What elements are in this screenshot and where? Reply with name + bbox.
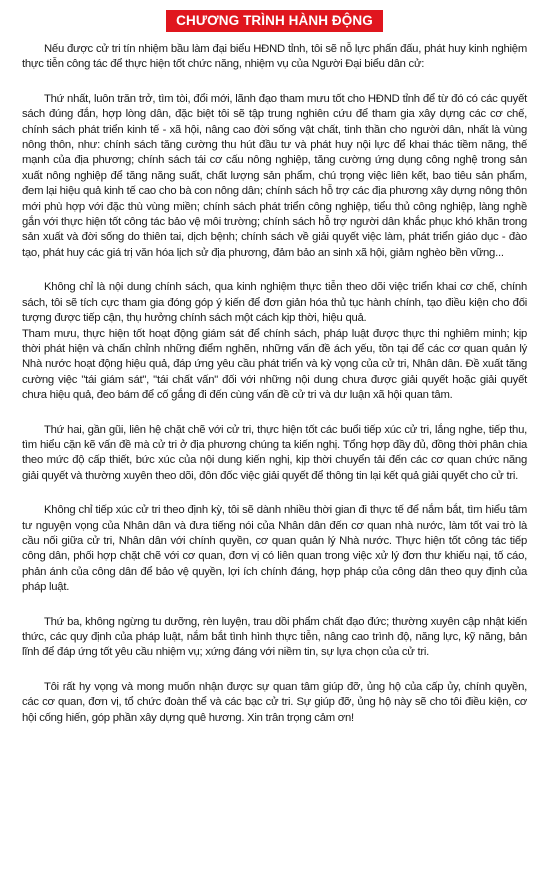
header [22, 10, 527, 32]
paragraph-closing: Tôi rất hy vọng và mong muốn nhận được sự quan tâm giúp đỡ, ủng hộ của cấp ủy, chính quyền, các cơ quan, đơn vị, tổ chức đoàn thể và các bạc cử tri. Sự giúp đỡ, ủng hộ này sẽ cho tôi điều kiện, cơ hội cống hiến, góp phần xây dựng quê hương. Xin trân trọng cảm ơn! [22, 680, 527, 724]
document-body [22, 42, 527, 726]
section-title-banner: CHƯƠNG TRÌNH HÀNH ĐỘNG [166, 10, 383, 32]
paragraph-intro: Nếu được cử tri tín nhiệm bầu làm đại biểu HĐND tỉnh, tôi sẽ nỗ lực phấn đấu, phát huy kinh nghiệm thực tiễn công tác để thực hiện tốt chức năng, nhiệm vụ của Người Đại biểu dân cử: [22, 43, 527, 71]
paragraph-policy-feedback: Không chỉ là nội dung chính sách, qua kinh nghiệm thực tiễn theo dõi việc triển khai cơ chế, chính sách, tôi sẽ tích cực tham gia đóng góp ý kiến để đơn giản hóa thủ tục hành chính, tạo điều kiện cho đối tượng được tiếp cận, thụ hưởng chính sách một cách kịp thời, hiệu quả. [22, 281, 527, 325]
paragraph-citizen-contact: Không chỉ tiếp xúc cử tri theo định kỳ, tôi sẽ dành nhiều thời gian đi thực tế để nắm bắt, tìm hiểu tâm tư nguyện vọng của Nhân dân và đưa tiếng nói của Nhân dân đến cơ quan nhà nước, làm tốt vai trò là cầu nối giữa cử tri, Nhân dân với chính quyền, cơ quan quản lý Nhà nước. Thực hiện tốt công tác tiếp công dân, phối hợp chặt chẽ với cơ quan, đơn vị có liên quan trong việc xử lý đơn thư khiếu nại, tố cáo, phản ánh của công dân để bảo vệ quyền, lợi ích chính đáng, hợp pháp của công dân theo quy định của pháp luật. [22, 504, 527, 594]
paragraph-supervision: Tham mưu, thực hiện tốt hoạt động giám sát để chính sách, pháp luật được thực thi nghiêm minh; kịp thời phát hiện và chấn chỉnh những điểm nghẽn, những vấn đề ách yếu, tồn tại để các cơ quan quản lý Nhà nước hoạt động hiệu quả, đáp ứng yêu cầu phát triển và kỳ vọng của cử tri, Nhân dân. Đề xuất tăng cường việc "tái giám sát", "tái chất vấn" đối với những nội dung chưa được giải quyết hoặc giải quyết chưa hiệu quả, đeo bám để cố gắng đi đến cùng vấn đề cử tri và dư luận xã hội quan tâm. [22, 327, 527, 402]
paragraph-second-commitment: Thứ hai, gần gũi, liên hệ chặt chẽ với cử tri, thực hiện tốt các buổi tiếp xúc cử tri, lắng nghe, tiếp thu, tìm hiểu cặn kẽ vấn đề mà cử tri ở địa phương chúng ta kiến nghị. Tổng hợp đầy đủ, đồng thời phân chia theo mức độ cấp thiết, bức xúc của nội dung kiến nghị, kịp thời chuyển tải đến các cơ quan chức năng giải quyết và thường xuyên theo dõi, đôn đốc việc giải quyết để thông tin lại kết quả giải quyết cho cử tri. [22, 423, 527, 482]
paragraph-third-commitment: Thứ ba, không ngừng tu dưỡng, rèn luyện, trau dồi phẩm chất đạo đức; thường xuyên cập nhật kiến thức, các quy định của pháp luật, nắm bắt tình hình thực tiễn, nâng cao trình độ, năng lực, kỹ năng, bản lĩnh để đáp ứng tốt yêu cầu nhiệm vụ; xứng đáng với niềm tin, sự lựa chọn của cử tri. [22, 615, 527, 659]
paragraph-first-commitment: Thứ nhất, luôn trăn trở, tìm tòi, đổi mới, lãnh đạo tham mưu tốt cho HĐND tỉnh để từ đó có các quyết sách đúng đắn, hợp lòng dân, đặc biệt tôi sẽ tập trung nghiên cứu để tham gia xây dựng các cơ chế, chính sách phát triển kinh tế - xã hội, nâng cao đời sống vật chất, tinh thần cho người dân, nhất là vùng nông thôn, như: chính sách tăng cường thu hút đầu tư và phát huy nội lực để khai thác tiềm năng, thế mạnh của địa phương; chính sách tái cơ cấu nông nghiệp, tăng cường ứng dụng công nghệ trong sản xuất nông nghiệp để tăng năng suất, chất lượng sản phẩm, chú trọng việc liên kết, bao tiêu sản phẩm, đem lại hiệu quả kinh tế cao cho bà con nông dân; chính sách hỗ trợ các địa phương xây dựng nông thôn mới phù hợp với đặc thù vùng miền; chính sách phát triển công nghiệp, tiểu thủ công nghiệp, làng nghề gắn với thực hiện tốt công tác bảo vệ môi trường; chính sách hỗ trợ người dân khắc phục khó khăn trong sản xuất và đời sống do thiên tai, dịch bệnh; chính sách về giải quyết việc làm, phát triển giáo dục - đào tạo, phát huy các giá trị văn hóa lịch sử địa phương, đảm bảo an sinh xã hội, giảm nghèo bền vững... [22, 92, 527, 259]
